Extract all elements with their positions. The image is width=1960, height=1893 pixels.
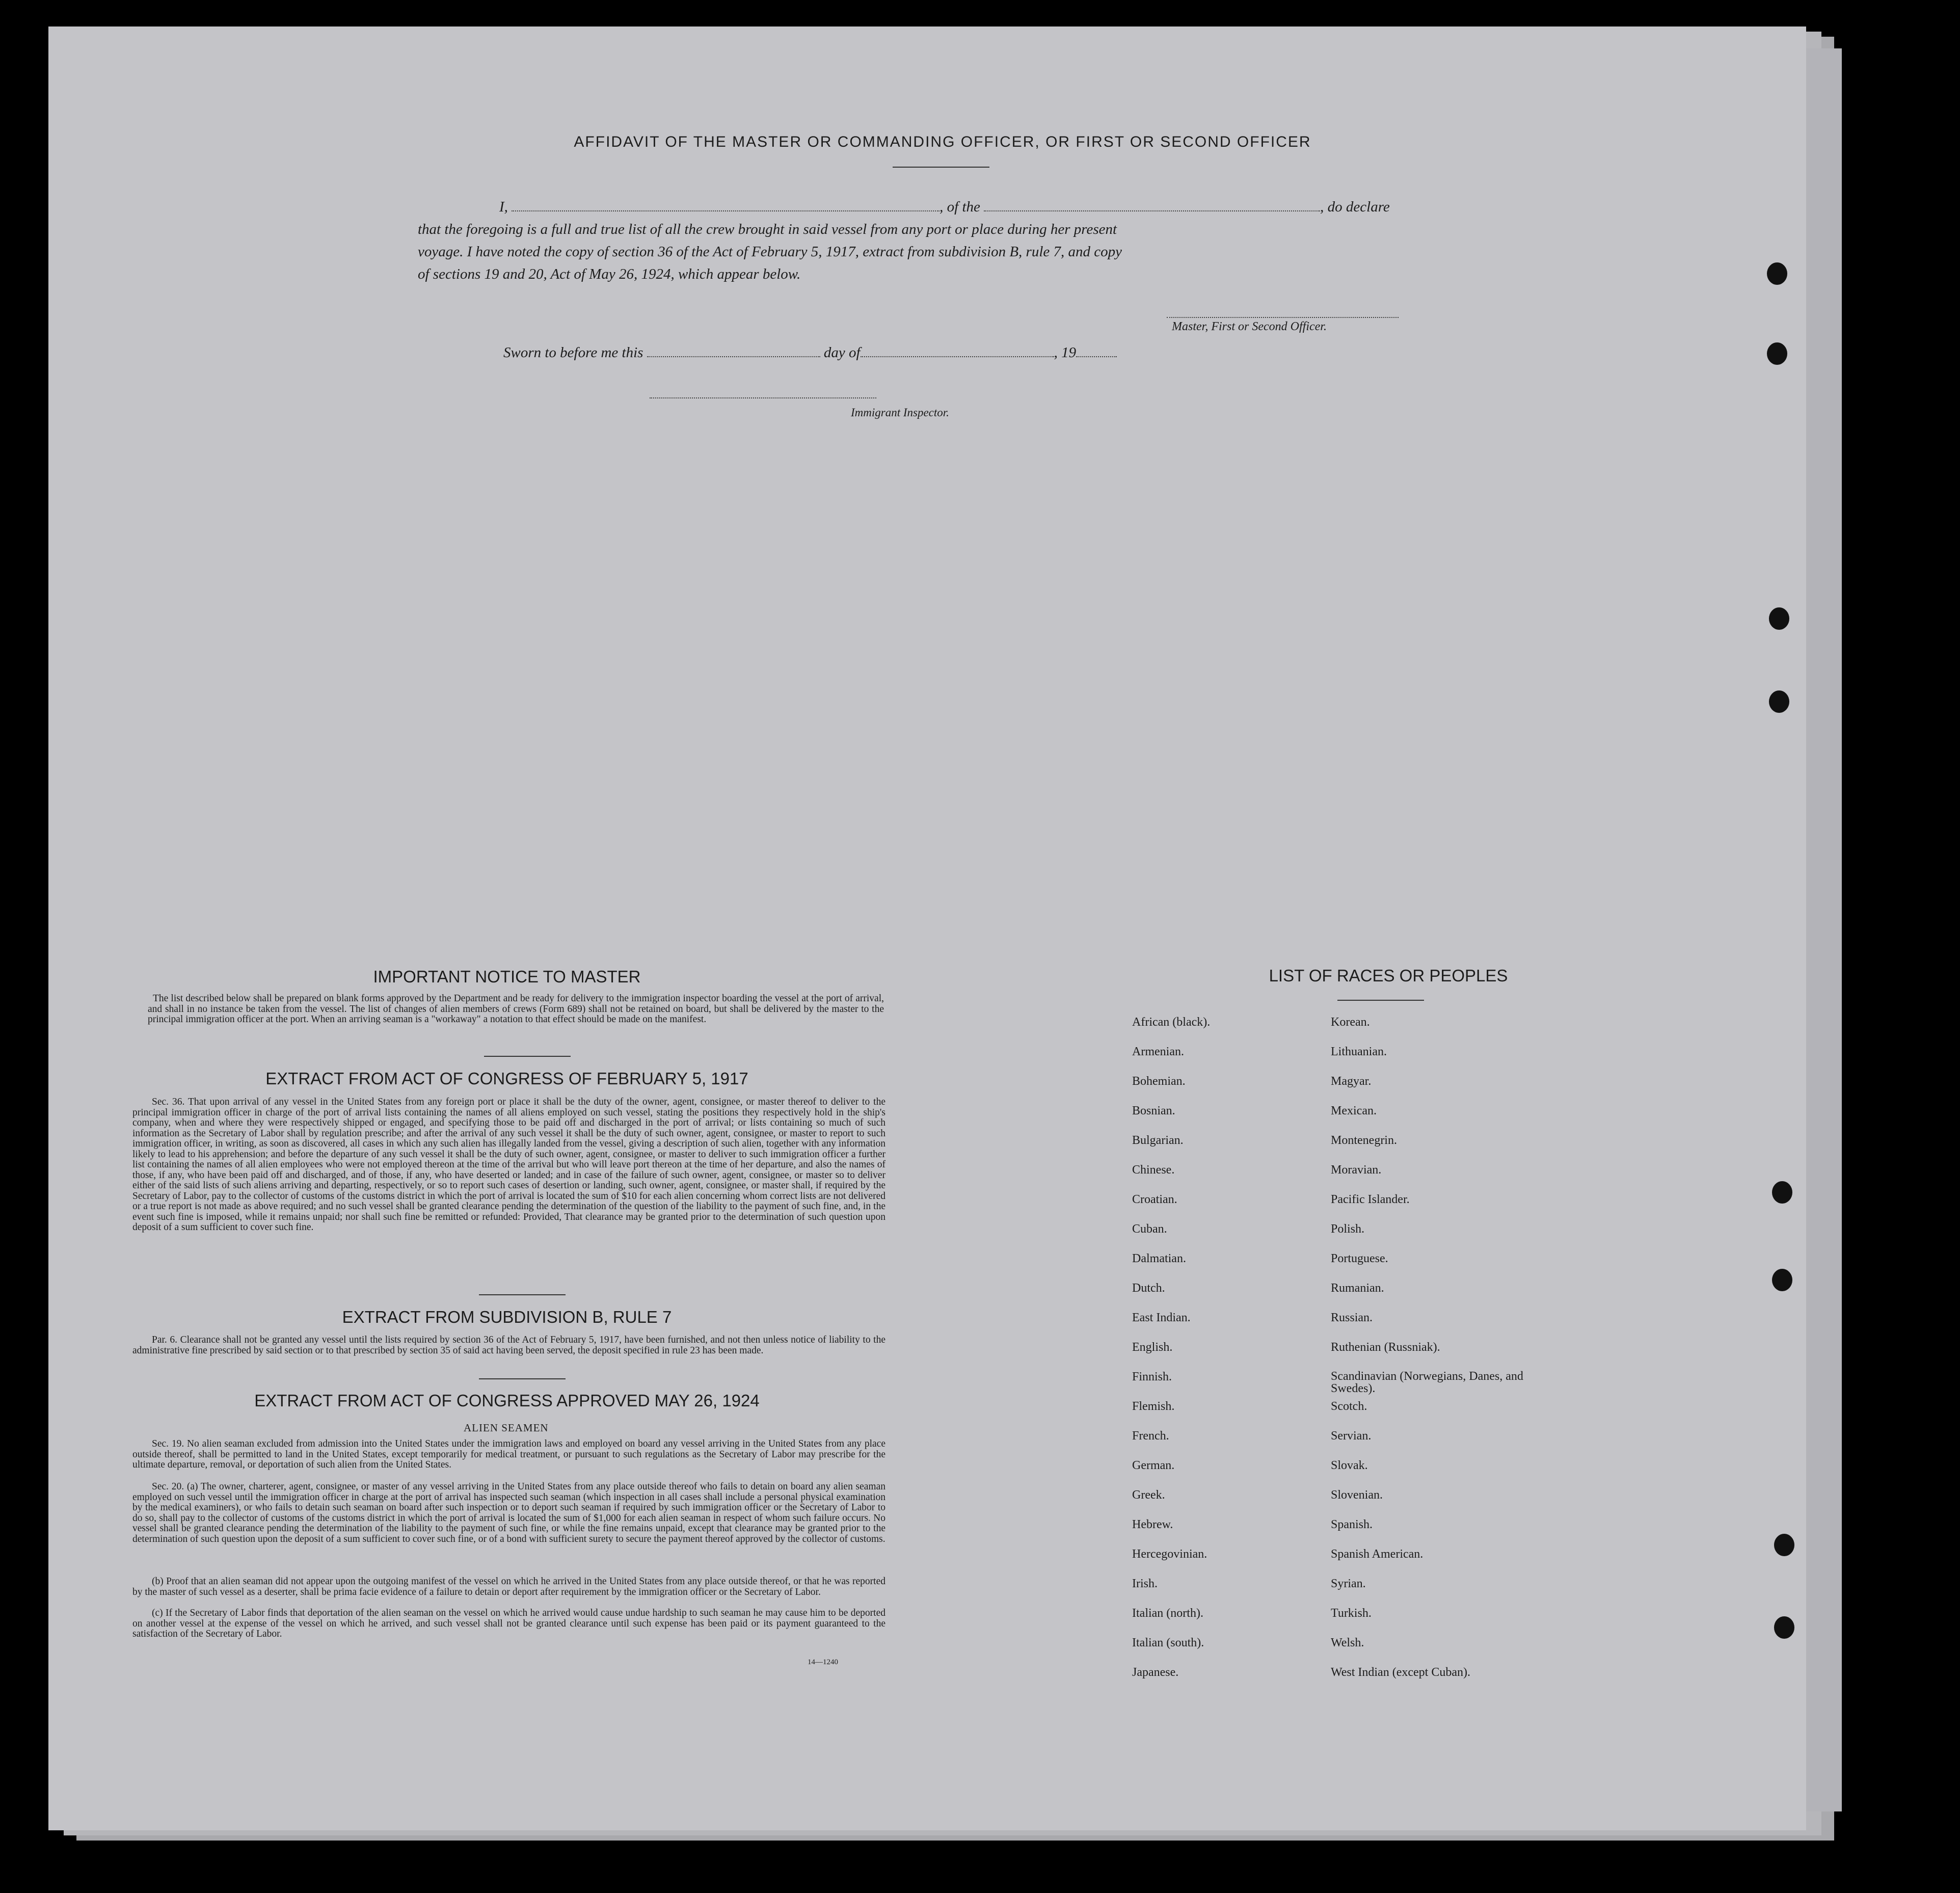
race-item: Pacific Islander.	[1331, 1193, 1410, 1206]
race-item: Rumanian.	[1331, 1282, 1384, 1295]
race-item: Dutch.	[1132, 1282, 1165, 1295]
binder-hole	[1774, 1534, 1794, 1556]
notice-title: IMPORTANT NOTICE TO MASTER	[373, 967, 641, 986]
race-item: Lithuanian.	[1331, 1045, 1387, 1058]
race-item: German.	[1132, 1459, 1175, 1472]
race-item: Slovak.	[1331, 1459, 1368, 1472]
race-item: Moravian.	[1331, 1163, 1382, 1177]
notice-text: The list described below shall be prepared on blank forms approved by the Department and be ready for delivery to the immigration inspector boarding the vessel at the port of arrival, and shall in no instance be taken from the vessel. The list of changes of alien members of crews (Form 689) shall not be retained on board, but shall be delivered by the master to the principal immigration officer at the port. When an arriving seaman is a "workaway" a notation to that effect should be made on the manifest.	[148, 993, 884, 1025]
binder-hole	[1767, 342, 1787, 365]
race-row	[1132, 1577, 1550, 1607]
sworn-line	[503, 341, 1217, 364]
race-item: Italian (south).	[1132, 1636, 1204, 1649]
race-item: Slovenian.	[1331, 1488, 1383, 1502]
race-item: Bosnian.	[1132, 1104, 1175, 1117]
extract-rule7-text: Par. 6. Clearance shall not be granted any vessel until the lists required by section 36 of the Act of February 5, 1917, have been furnished, and not then unless notice of liability to the administrative fine prescribed by said section or to that prescribed by section 35 of said act having been served, the deposit specified in rule 23 has been made.	[132, 1335, 885, 1356]
page-edge	[1806, 48, 1842, 1811]
race-item: Syrian.	[1331, 1577, 1366, 1590]
signature-label: Master, First or Second Officer.	[1172, 320, 1327, 333]
race-row	[1132, 1518, 1550, 1548]
sworn-day: day of	[823, 344, 861, 361]
binder-hole	[1772, 1181, 1792, 1204]
sworn-date-blank	[647, 345, 820, 357]
divider	[479, 1294, 566, 1295]
race-item: East Indian.	[1132, 1311, 1191, 1324]
race-item: Bulgarian.	[1132, 1134, 1184, 1147]
sworn-year: , 19	[1054, 344, 1077, 361]
binder-hole	[1769, 607, 1789, 630]
race-item: West Indian (except Cuban).	[1331, 1666, 1470, 1679]
race-row	[1132, 1488, 1550, 1518]
race-item: Finnish.	[1132, 1370, 1172, 1383]
race-item: Mexican.	[1331, 1104, 1377, 1117]
races-list	[1132, 1016, 1550, 1703]
sworn-month-blank	[861, 345, 1054, 357]
race-item: Dalmatian.	[1132, 1252, 1186, 1265]
binder-hole	[1772, 1269, 1792, 1291]
extract-1924-sec20a: Sec. 20. (a) The owner, charterer, agent, consignee, or master of any vessel arriving in the United States from any place outside thereof who fails to detain on board any alien seaman employed on such vessel until the immigration officer in charge at the port of arrival has inspected such seaman (which inspection in all cases shall include a personal physical examination by the medical examiners), or who fails to detain such seaman on board after such inspection or to deport such seaman if required by such immigration officer or the Secretary of Labor to do so, shall pay to the collector of customs of the customs district in which the port of arrival is located the sum of $1,000 for each alien seaman in respect of whom such failure occurs. No vessel shall be granted clearance pending the determination of the liability to the payment of such fine, or while the fine remains unpaid, except that clearance may be granted prior to the determination of such question upon the deposit of a sum sufficient to cover such fine, or of a bond with sufficient surety to secure the payment thereof approved by the collector of customs.	[132, 1481, 885, 1544]
races-title: LIST OF RACES OR PEOPLES	[1269, 966, 1508, 985]
race-row	[1132, 1370, 1550, 1400]
race-item: Ruthenian (Russniak).	[1331, 1341, 1440, 1354]
binder-hole	[1767, 262, 1787, 285]
form-number: 14—1240	[808, 1658, 838, 1666]
race-item: Magyar.	[1331, 1075, 1372, 1088]
name-blank	[512, 199, 939, 211]
sworn-year-blank	[1076, 345, 1117, 357]
race-row	[1132, 1134, 1550, 1163]
race-item: Hebrew.	[1132, 1518, 1173, 1531]
race-item: Italian (north).	[1132, 1607, 1203, 1620]
affidavit-title: AFFIDAVIT OF THE MASTER OR COMMANDING OFFICER, OR FIRST OR SECOND OFFICER	[574, 134, 1311, 150]
extract-1924-title: EXTRACT FROM ACT OF CONGRESS APPROVED MAY 26, 1924	[254, 1391, 760, 1410]
race-item: Turkish.	[1331, 1607, 1372, 1620]
race-item: Flemish.	[1132, 1400, 1175, 1413]
race-item: Scandinavian (Norwegians, Danes, and Swedes).	[1331, 1370, 1523, 1395]
race-item: Welsh.	[1331, 1636, 1364, 1649]
extract-1917-title: EXTRACT FROM ACT OF CONGRESS OF FEBRUARY 5, 1917	[265, 1069, 748, 1088]
signature-line	[1167, 306, 1399, 318]
race-item: Spanish American.	[1331, 1548, 1424, 1561]
extract-1924-sec20b: (b) Proof that an alien seaman did not appear upon the outgoing manifest of the vessel on which he arrived in the United States from any place outside thereof, or that he was reported by the master of such vessel as a deserter, shall be prima facie evidence of a failure to detain or deport after requirement by the immigration officer or the Secretary of Labor.	[132, 1576, 885, 1597]
race-item: Spanish.	[1331, 1518, 1373, 1531]
race-row	[1132, 1636, 1550, 1666]
race-row	[1132, 1429, 1550, 1459]
affidavit-line-2: that the foregoing is a full and true list of all the crew brought in said vessel from any port or place during her present	[418, 221, 1117, 237]
affidavit-line-3: voyage. I have noted the copy of section 36 of the Act of February 5, 1917, extract from subdivision B, rule 7, and copy	[418, 244, 1122, 260]
race-item: Croatian.	[1132, 1193, 1177, 1206]
race-item: Montenegrin.	[1331, 1134, 1397, 1147]
race-row	[1132, 1163, 1550, 1193]
race-row	[1132, 1341, 1550, 1370]
race-item: Hercegovinian.	[1132, 1548, 1207, 1561]
race-item: French.	[1132, 1429, 1169, 1443]
affidavit-of-the: , of the	[939, 199, 980, 215]
race-row	[1132, 1222, 1550, 1252]
divider	[484, 1056, 571, 1057]
race-item: Chinese.	[1132, 1163, 1175, 1177]
affidavit-line-4: of sections 19 and 20, Act of May 26, 1924, which appear below.	[418, 266, 801, 282]
inspector-signature-line	[650, 386, 876, 398]
vessel-blank	[984, 199, 1320, 211]
race-row	[1132, 1459, 1550, 1488]
race-item: Armenian.	[1132, 1045, 1184, 1058]
race-row	[1132, 1252, 1550, 1282]
race-item: Polish.	[1331, 1222, 1365, 1236]
affidavit-line-1	[418, 196, 1432, 218]
race-item: Greek.	[1132, 1488, 1165, 1502]
inspector-label: Immigrant Inspector.	[851, 406, 949, 419]
race-item: Bohemian.	[1132, 1075, 1186, 1088]
race-item: Cuban.	[1132, 1222, 1167, 1236]
race-row	[1132, 1075, 1550, 1104]
race-item: Russian.	[1331, 1311, 1373, 1324]
extract-rule7-title: EXTRACT FROM SUBDIVISION B, RULE 7	[342, 1308, 672, 1326]
race-item: Korean.	[1331, 1016, 1370, 1029]
divider	[893, 167, 989, 168]
race-row	[1132, 1666, 1550, 1695]
race-row	[1132, 1104, 1550, 1134]
race-item: Portuguese.	[1331, 1252, 1388, 1265]
race-row	[1132, 1016, 1550, 1045]
race-row	[1132, 1607, 1550, 1636]
alien-seamen-subtitle: ALIEN SEAMEN	[464, 1422, 549, 1434]
race-item: Irish.	[1132, 1577, 1158, 1590]
divider	[1337, 1000, 1424, 1001]
extract-1917-text: Sec. 36. That upon arrival of any vessel in the United States from any foreign port or place it shall be the duty of the owner, agent, consignee, or master thereof to deliver to the principal immigration officer in charge of the port of arrival lists containing the names of all aliens employed on such vessel, stating the positions they respectively hold in the ship's company, when and where they were respectively shipped or engaged, and specifying those to be paid off and discharged in the port of arrival; or lists containing so much of such information as the Secretary of Labor shall by regulation prescribe; and after the arrival of any such vessel it shall be the duty of such owner, agent, consignee, or master to report to such immigration officer, in writing, as soon as discovered, all cases in which any such alien has illegally landed from the vessel, giving a description of such alien, together with any information likely to lead to his apprehension; and before the departure of any such vessel it shall be the duty of such owner, agent, consignee, or master to deliver to such immigration officer a further list containing the names of all alien employees who were not employed thereon at the time of the arrival but who will leave port thereon at the time of her departure, and also the names of those, if any, who have been paid off and discharged, and of those, if any, who have deserted or landed; and in case of the failure of such owner, agent, consignee, or master so to deliver either of the said lists of such aliens arriving and departing, respectively, or so to report such cases of desertion or landing, such owner, agent, consignee, or master shall, if required by the Secretary of Labor, pay to the collector of customs of the customs district in which the port of arrival is located the sum of $10 for each alien concerning whom correct lists are not delivered or a true report is not made as above required; and no such vessel shall be granted clearance pending the determination of the question of the liability to the payment of such fine, and, in the event such fine is imposed, while it remains unpaid; nor shall such fine be remitted or refunded: Provided, That clearance may be granted prior to the determination of such question upon deposit of a sum sufficient to cover such fine.	[132, 1097, 885, 1233]
race-row	[1132, 1045, 1550, 1075]
race-item: African (black).	[1132, 1016, 1211, 1029]
race-row	[1132, 1193, 1550, 1222]
race-row	[1132, 1548, 1550, 1577]
race-row	[1132, 1282, 1550, 1311]
race-row	[1132, 1400, 1550, 1429]
extract-1924-sec20c: (c) If the Secretary of Labor finds that deportation of the alien seaman on the vessel on which he arrived would cause undue hardship to such seaman he may cause him to be deported on another vessel at the expense of the vessel on which he arrived, and such vessel shall not be granted clearance until such expense has been paid or its payment guaranteed to the satisfaction of the Secretary of Labor.	[132, 1608, 885, 1639]
race-item: Japanese.	[1132, 1666, 1179, 1679]
race-item: Scotch.	[1331, 1400, 1367, 1413]
divider	[479, 1378, 566, 1379]
binder-hole	[1774, 1616, 1794, 1639]
sworn-prefix: Sworn to before me this	[503, 344, 643, 361]
race-item: English.	[1132, 1341, 1173, 1354]
race-item: Servian.	[1331, 1429, 1372, 1443]
affidavit-i: I,	[499, 199, 508, 215]
affidavit-declare: , do declare	[1320, 199, 1390, 215]
extract-1924-sec19: Sec. 19. No alien seaman excluded from admission into the United States under the immigration laws and employed on board any vessel arriving in the United States from any place outside thereof, shall be permitted to land in the United States, except temporarily for medical treatment, or pursuant to such regulations as the Secretary of Labor may prescribe for the ultimate departure, removal, or deportation of such alien from the United States.	[132, 1438, 885, 1470]
binder-hole	[1769, 690, 1789, 713]
race-row	[1132, 1311, 1550, 1341]
